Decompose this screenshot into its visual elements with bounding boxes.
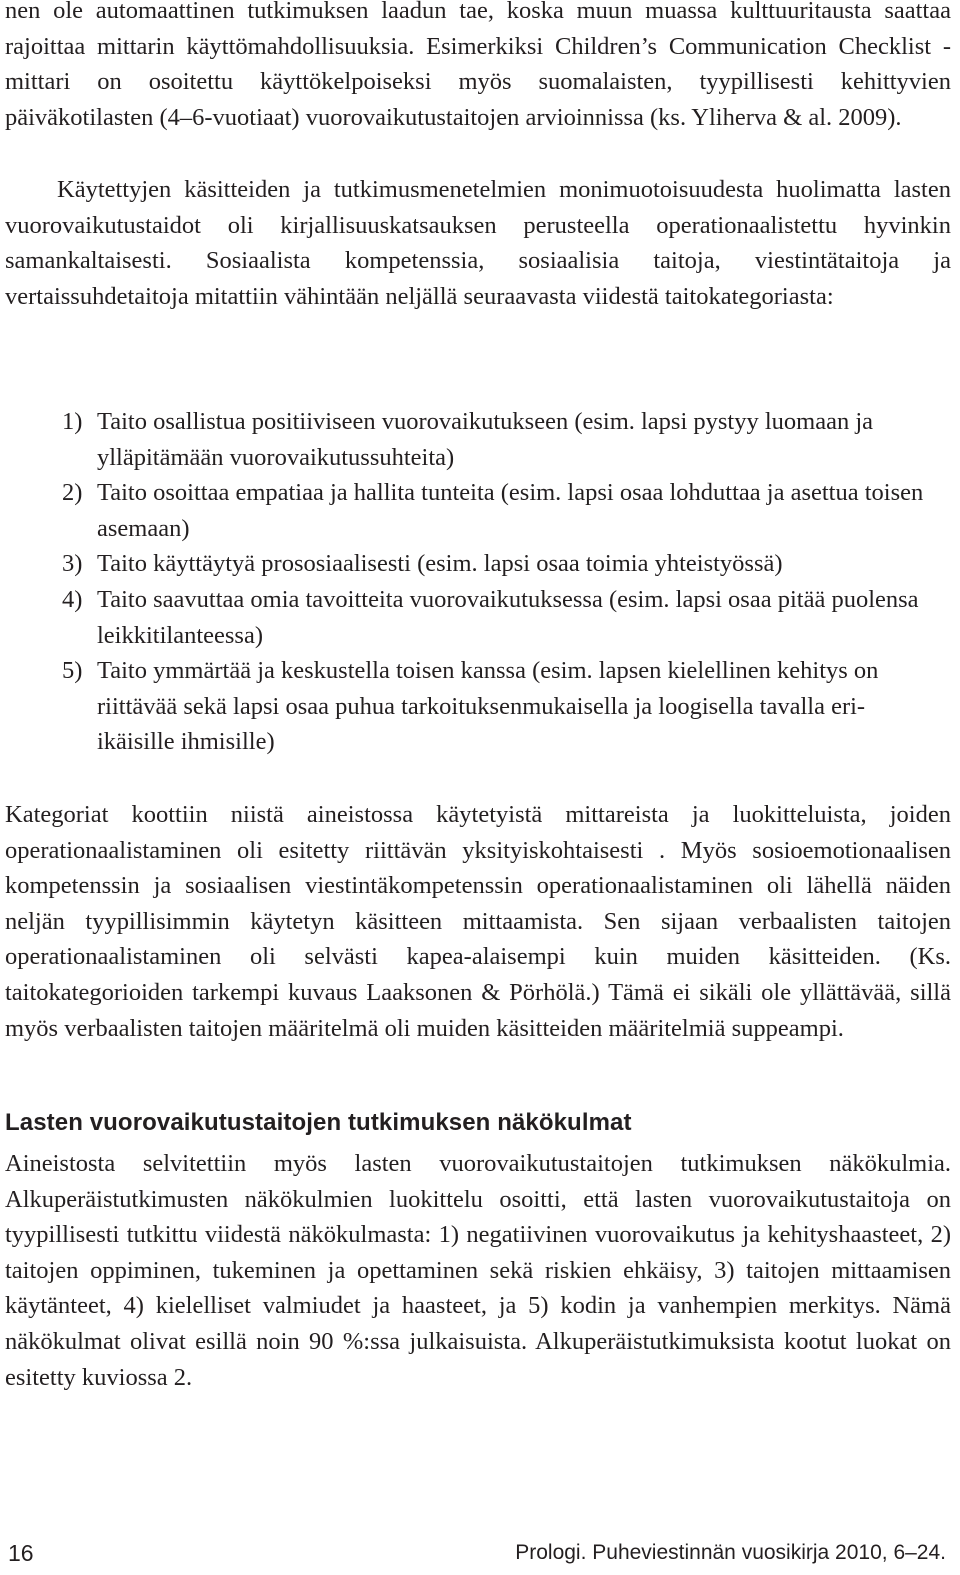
skill-category-list — [62, 404, 942, 760]
list-item-number: 2) — [62, 479, 83, 507]
running-footer-source: Prologi. Puheviestinnän vuosikirja 2010, 6–24. — [515, 1541, 946, 1564]
list-item-text: Taito ymmärtää ja keskustella toisen kanssa (esim. lapsen kielellinen kehitys on riittävää sekä lapsi osaa puhua tarkoituksenmukaisella ja loogisella tavalla eri-ikäisille ihmisille) — [97, 657, 879, 756]
list-item-number: 1) — [62, 408, 83, 435]
section-heading: Lasten vuorovaikutustaitojen tutkimuksen näkökulmat — [5, 1109, 632, 1136]
page-number: 16 — [8, 1540, 34, 1566]
list-item-text: Taito osallistua positiiviseen vuorovaikutukseen (esim. lapsi pystyy luomaan ja ylläpitämään vuorovaikutussuhteita) — [97, 408, 874, 471]
paragraph-categories: Kategoriat koottiin niistä aineistossa käytetyistä mittareista ja luokitteluista, joiden operationaalistaminen oli esitetty riittävän yksityiskohtaisesti . Myös sosioemotionaalisen kompetenssin ja sosiaalisen viestintäkompetenssin operationaalistaminen oli lähellä näiden neljän tyypillisimmin käytetyn käsitteen mittaamista. Sen sijaan verbaalisten taitojen operationaalistaminen oli selvästi kapea-alaisempi kuin muiden käsitteiden. (Ks. taitokategorioiden tarkempi kuvaus Laaksonen & Pörhölä.) Tämä ei sikäli ole yllättävää, sillä myös verbaalisten taitojen määritelmä oli muiden käsitteiden määritelmiä suppeampi. — [5, 801, 951, 1042]
list-item-text: Taito saavuttaa omia tavoitteita vuorovaikutuksessa (esim. lapsi osaa pitää puolensa leikkitilanteessa) — [97, 585, 919, 649]
list-item — [62, 582, 942, 653]
list-item-number: 4) — [62, 585, 83, 613]
list-item — [62, 404, 942, 475]
list-item-text: Taito käyttäytyä prososiaalisesti (esim. lapsi osaa toimia yhteistyössä) — [97, 550, 783, 578]
list-item-number: 5) — [62, 657, 83, 685]
list-item-text: Taito osoittaa empatiaa ja hallita tunteita (esim. lapsi osaa lohduttaa ja asettua toisen asemaan) — [97, 479, 924, 542]
list-item-number: 3) — [62, 550, 83, 578]
list-item — [62, 653, 942, 760]
paragraph-intro: nen ole automaattinen tutkimuksen laadun tae, koska muun muassa kulttuuritausta saattaa rajoittaa mittarin käyttömahdollisuuksia. Esimerkiksi Children’s Communication Checklist -mittari on osoitettu käyttökelpoiseksi myös suomalaisten, tyypillisesti kehittyvien päiväkotilasten (4–6-vuotiaat) vuorovaikutustaitojen arvioinnissa (ks. Yliherva & al. 2009). — [5, 0, 951, 131]
list-item — [62, 546, 942, 582]
paragraph-perspectives: Aineistosta selvitettiin myös lasten vuorovaikutustaitojen tutkimuksen näkökulmia. Alkuperäistutkimusten näkökulmien luokittelu osoitti, että lasten vuorovaikutustaitoja on tyypillisesti tutkittu viidestä näkökulmasta: 1) negatiivinen vuorovaikutus ja kehityshaasteet, 2) taitojen oppiminen, tukeminen ja opettaminen sekä riskien ehkäisy, 3) taitojen mittaamisen käytänteet, 4) kielelliset valmiudet ja haasteet, ja 5) kodin ja vanhempien merkitys. Nämä näkökulmat olivat esillä noin 90 %:ssa julkaisuista. Alkuperäistutkimuksista kootut luokat on esitetty kuviossa 2. — [5, 1150, 951, 1391]
paragraph-operationalization: Käytettyjen käsitteiden ja tutkimusmenetelmien monimuotoisuudesta huolimatta lasten vuorovaikutustaidot oli kirjallisuuskatsauksen perusteella operationaalistettu hyvinkin samankaltaisesti. Sosiaalista kompetenssia, sosiaalisia taitoja, viestintätaitoja ja vertaissuhdetaitoja mitattiin vähintään neljällä seuraavasta viidestä taitokategoriasta: — [5, 176, 951, 310]
list-item — [62, 475, 942, 546]
